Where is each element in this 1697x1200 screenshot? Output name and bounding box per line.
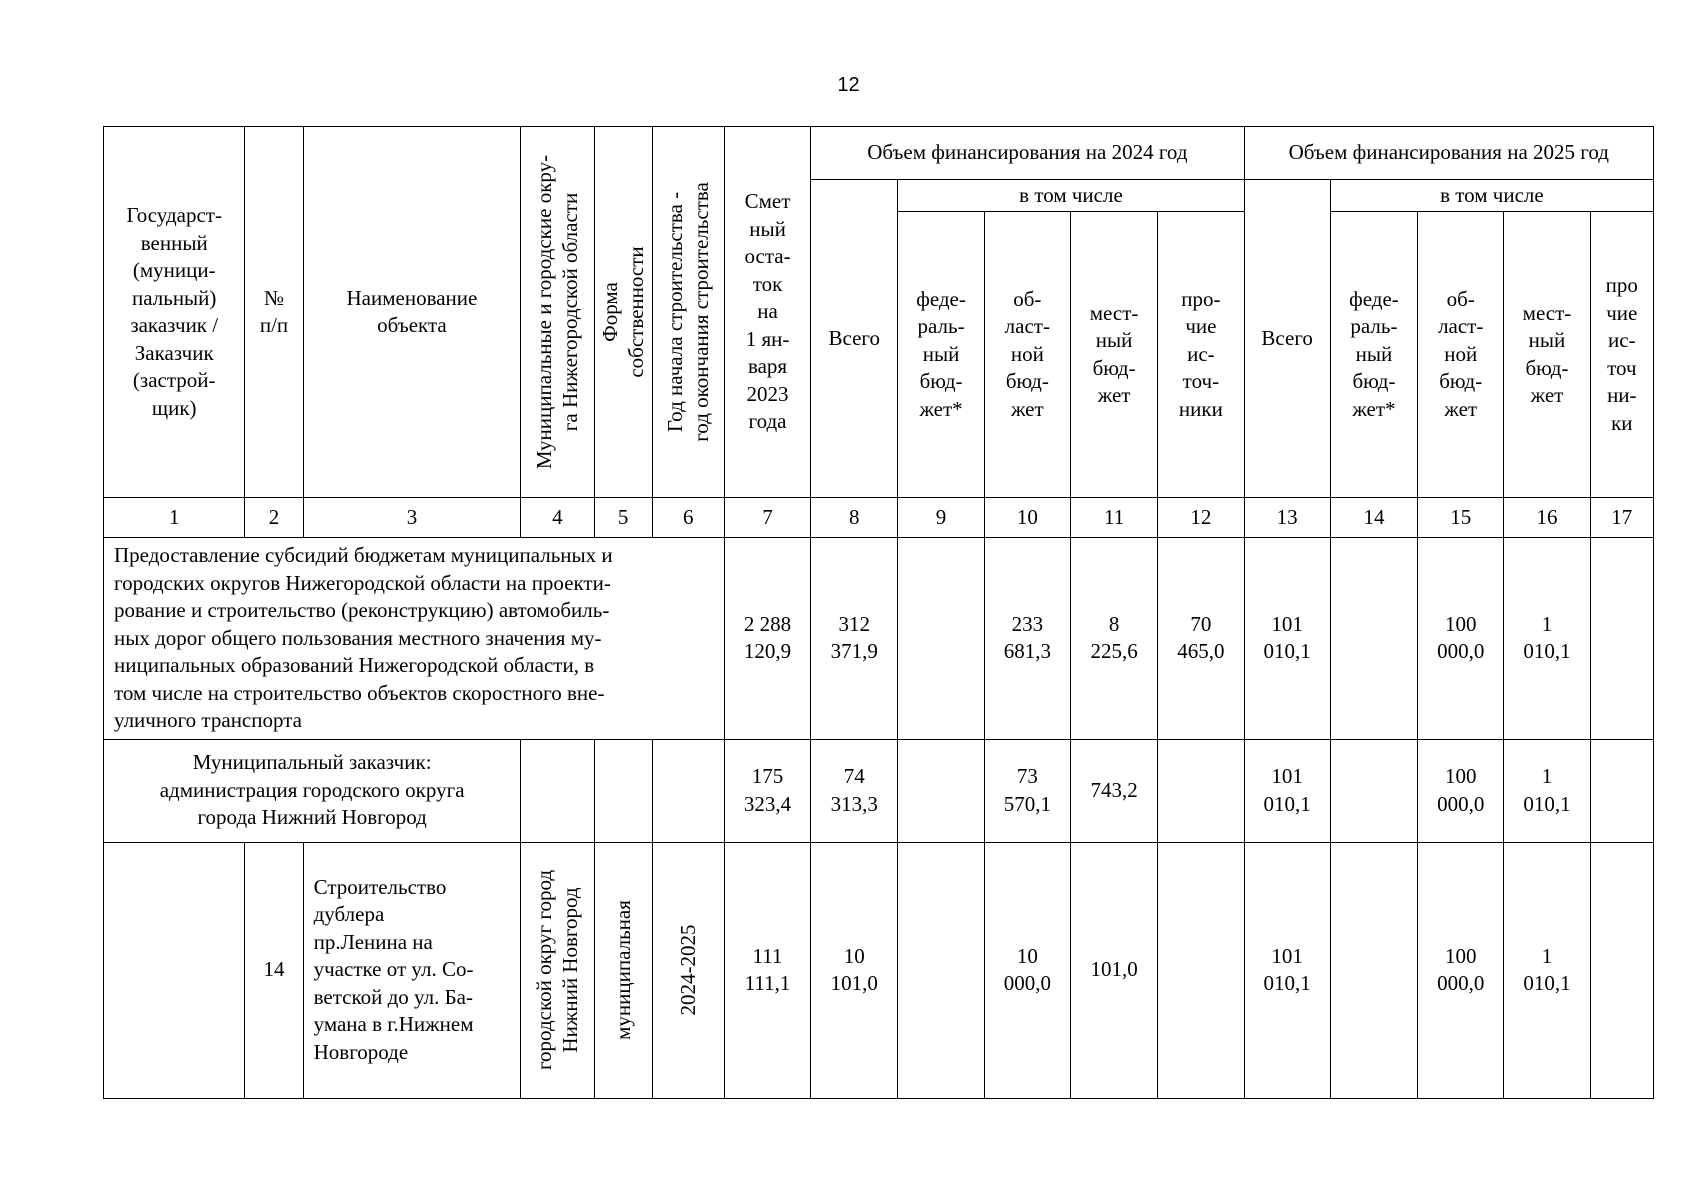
text-line: 8 bbox=[1108, 611, 1120, 636]
section-local-2025 bbox=[1504, 538, 1590, 740]
column-number: 15 bbox=[1418, 498, 1504, 538]
object-row bbox=[104, 842, 1654, 1098]
text-line: 681,3 bbox=[1003, 639, 1051, 664]
customer-row bbox=[104, 739, 1654, 842]
customer-federal-2024 bbox=[898, 739, 984, 842]
text-line: жет bbox=[1010, 396, 1044, 421]
text-line: бюд- bbox=[1352, 369, 1396, 394]
text-line: ток bbox=[752, 271, 783, 296]
text-line: раль- bbox=[917, 314, 965, 339]
text-line: бюд- bbox=[919, 369, 963, 394]
text-line: 570,1 bbox=[1003, 791, 1051, 816]
text-line: 000,0 bbox=[1437, 639, 1485, 664]
text-line: год окончания строительства bbox=[689, 182, 714, 442]
text-line: на bbox=[757, 299, 778, 324]
object-regional-2024 bbox=[984, 842, 1070, 1098]
text-line: 111 bbox=[752, 943, 783, 968]
column-number: 7 bbox=[724, 498, 810, 538]
section-total-2024 bbox=[811, 538, 898, 740]
text-line: ный bbox=[922, 341, 960, 366]
text-line: Форма bbox=[598, 282, 623, 342]
text-line: 1 bbox=[1541, 943, 1553, 968]
text-line: умана в г.Нижнем bbox=[313, 1012, 474, 1037]
text-line: 010,1 bbox=[1523, 971, 1571, 995]
text-line: Нижний Новгород bbox=[558, 887, 583, 1053]
text-line: 010,1 bbox=[1263, 971, 1311, 995]
text-line: 371,9 bbox=[830, 639, 878, 664]
text-line: Новгороде bbox=[313, 1039, 409, 1064]
text-line: бюд- bbox=[1525, 355, 1569, 380]
section-federal-2024 bbox=[898, 538, 984, 740]
text-line: ный bbox=[1095, 328, 1133, 352]
text-line: ной bbox=[1010, 341, 1044, 366]
text-line: Смет bbox=[744, 189, 791, 214]
section-total-2025 bbox=[1244, 538, 1330, 740]
customer-balance bbox=[724, 739, 810, 842]
column-number: 10 bbox=[984, 498, 1070, 538]
header-customer bbox=[104, 127, 245, 498]
financing-table bbox=[103, 126, 1654, 1099]
text-line: 100 bbox=[1444, 943, 1477, 968]
object-local-2024: 101,0 bbox=[1070, 842, 1157, 1098]
object-other-2025 bbox=[1590, 842, 1653, 1098]
text-line: точ- bbox=[1182, 369, 1220, 394]
text-line: 101 bbox=[1271, 764, 1303, 788]
column-number: 8 bbox=[811, 498, 898, 538]
text-line: Муниципальные и городские окру- bbox=[532, 154, 557, 470]
text-line: варя bbox=[747, 354, 788, 379]
text-line: ни- bbox=[1607, 383, 1637, 407]
text-line: Заказчик bbox=[134, 340, 214, 365]
customer-total-2025 bbox=[1244, 739, 1330, 842]
customer-total-2024 bbox=[811, 739, 898, 842]
object-municipality bbox=[521, 842, 594, 1098]
header-local-2025 bbox=[1504, 212, 1590, 498]
text-line: Год начала строительства - bbox=[663, 191, 688, 433]
section-row bbox=[104, 538, 1654, 740]
text-line: 000,0 bbox=[1437, 971, 1485, 995]
header-regional-2024 bbox=[984, 212, 1070, 498]
header-total-2025: Всего bbox=[1244, 180, 1330, 498]
text-line: 312 bbox=[838, 611, 871, 636]
column-number: 13 bbox=[1244, 498, 1330, 538]
header-funding-2024: Объем финансирования на 2024 год bbox=[811, 127, 1244, 180]
header-including-2024: в том числе bbox=[898, 180, 1244, 212]
customer-other-2024 bbox=[1158, 739, 1244, 842]
customer-municipality bbox=[521, 739, 594, 842]
column-number: 1 bbox=[104, 498, 245, 538]
text-line: 1 ян- bbox=[745, 326, 790, 351]
header-row-1 bbox=[104, 127, 1654, 180]
text-line: администрация городского округа bbox=[159, 777, 465, 802]
column-number: 17 bbox=[1590, 498, 1653, 538]
text-line: про- bbox=[1181, 286, 1221, 311]
text-line: Наименование bbox=[346, 285, 478, 310]
page-number: 12 bbox=[837, 74, 860, 96]
text-line: ис- bbox=[1187, 341, 1215, 366]
object-name bbox=[303, 842, 521, 1098]
text-line: жет bbox=[1097, 383, 1131, 407]
text-line: собственности bbox=[624, 246, 649, 378]
column-number: 14 bbox=[1330, 498, 1417, 538]
text-line: города Нижний Новгород bbox=[197, 805, 427, 830]
text-line: 111,1 bbox=[744, 971, 791, 995]
text-line: мест- bbox=[1089, 300, 1139, 325]
column-number: 6 bbox=[652, 498, 724, 538]
object-federal-2024 bbox=[898, 842, 984, 1098]
header-funding-2025: Объем финансирования на 2025 год bbox=[1244, 127, 1653, 180]
text-line: 10 bbox=[1016, 943, 1038, 968]
header-total-2024: Всего bbox=[811, 180, 898, 498]
text-line: № bbox=[264, 285, 285, 310]
text-line: 323,4 bbox=[743, 791, 792, 816]
customer-regional-2024 bbox=[984, 739, 1070, 842]
text-line: объекта bbox=[377, 313, 447, 337]
text-line: жет bbox=[1444, 396, 1478, 421]
header-other-2024 bbox=[1158, 212, 1244, 498]
text-line: уличного транспорта bbox=[114, 708, 302, 732]
section-local-2024 bbox=[1070, 538, 1157, 740]
text-line: участке от ул. Со- bbox=[313, 957, 474, 982]
text-line: ласт- bbox=[1438, 314, 1484, 339]
header-including-2025: в том числе bbox=[1330, 180, 1653, 212]
text-line: Муниципальный заказчик: bbox=[192, 750, 432, 775]
text-line: щик) bbox=[151, 395, 197, 420]
text-line: точ bbox=[1607, 355, 1637, 380]
customer-years bbox=[652, 739, 724, 842]
text-line: феде- bbox=[1349, 286, 1399, 311]
object-balance bbox=[724, 842, 810, 1098]
text-line: об- bbox=[1446, 286, 1475, 311]
text-line: бюд- bbox=[1092, 355, 1136, 380]
section-regional-2025 bbox=[1418, 538, 1504, 740]
column-number: 11 bbox=[1070, 498, 1157, 538]
text-line: 313,3 bbox=[830, 791, 878, 816]
text-line: пр.Ленина на bbox=[313, 929, 433, 954]
header-object-name bbox=[303, 127, 521, 498]
text-line: 1 bbox=[1541, 611, 1553, 636]
object-local-2025 bbox=[1504, 842, 1590, 1098]
object-regional-2025 bbox=[1418, 842, 1504, 1098]
text-line: Предоставление субсидий бюджетам муниципальных и bbox=[114, 543, 613, 567]
header-number bbox=[245, 127, 303, 498]
text-line: 010,1 bbox=[1263, 791, 1311, 816]
text-line: 101,0 bbox=[830, 971, 878, 995]
text-line: чие bbox=[1185, 314, 1217, 339]
text-line: 465,0 bbox=[1177, 639, 1225, 664]
text-line: ис- bbox=[1608, 328, 1636, 352]
object-number: 14 bbox=[245, 842, 303, 1098]
section-regional-2024 bbox=[984, 538, 1070, 740]
column-number: 16 bbox=[1504, 498, 1590, 538]
text-line: 1 bbox=[1541, 764, 1553, 788]
text-line: ки bbox=[1611, 410, 1633, 435]
text-line: заказчик / bbox=[130, 313, 219, 337]
section-title bbox=[104, 538, 725, 740]
customer-title bbox=[104, 739, 521, 842]
text-line: рование и строительство (реконструкцию) автомобиль- bbox=[114, 598, 610, 622]
text-line: городских округов Нижегородской области на проекти- bbox=[114, 570, 611, 595]
customer-federal-2025 bbox=[1330, 739, 1417, 842]
header-other-2025 bbox=[1590, 212, 1653, 498]
column-numbers-row bbox=[104, 498, 1654, 538]
text-line: ный bbox=[1355, 341, 1393, 366]
object-total-2024 bbox=[811, 842, 898, 1098]
section-other-2024 bbox=[1158, 538, 1244, 740]
customer-ownership bbox=[594, 739, 652, 842]
text-line: 100 bbox=[1444, 764, 1477, 788]
text-line: чие bbox=[1606, 300, 1638, 325]
header-federal-2025 bbox=[1330, 212, 1417, 498]
text-line: ный bbox=[749, 216, 786, 241]
text-line: венный bbox=[140, 230, 208, 255]
text-line: (муници- bbox=[132, 258, 216, 282]
text-line: 70 bbox=[1190, 611, 1212, 636]
header-regional-2025 bbox=[1418, 212, 1504, 498]
text-line: Государст- bbox=[126, 203, 222, 227]
column-number: 12 bbox=[1158, 498, 1244, 538]
header-federal-2024 bbox=[898, 212, 984, 498]
text-line: 010,1 bbox=[1263, 639, 1311, 664]
text-line: ной bbox=[1444, 341, 1478, 366]
text-line: 101 bbox=[1271, 943, 1303, 968]
text-line: городской округ город bbox=[532, 869, 557, 1071]
text-line: 2023 bbox=[746, 381, 789, 406]
text-line: 101 bbox=[1271, 611, 1303, 636]
text-line: оста- bbox=[744, 244, 791, 269]
text-line: жет bbox=[1530, 383, 1564, 407]
text-line: дублера bbox=[313, 902, 385, 927]
text-line: жет* bbox=[919, 396, 963, 421]
text-line: га Нижегородской области bbox=[558, 192, 583, 432]
text-line: ветской до ул. Ба- bbox=[313, 984, 473, 1009]
section-federal-2025 bbox=[1330, 538, 1417, 740]
customer-local-2024: 743,2 bbox=[1070, 739, 1157, 842]
text-line: 010,1 bbox=[1523, 791, 1571, 816]
column-number: 3 bbox=[303, 498, 521, 538]
customer-local-2025 bbox=[1504, 739, 1590, 842]
column-number: 5 bbox=[594, 498, 652, 538]
object-other-2024 bbox=[1158, 842, 1244, 1098]
object-ownership: муниципальная bbox=[594, 842, 652, 1098]
customer-regional-2025 bbox=[1418, 739, 1504, 842]
text-line: ласт- bbox=[1004, 314, 1050, 339]
text-line: года bbox=[748, 409, 787, 434]
text-line: 000,0 bbox=[1437, 791, 1485, 816]
section-balance bbox=[724, 538, 810, 740]
text-line: (застрой- bbox=[132, 368, 216, 392]
customer-other-2025 bbox=[1590, 739, 1653, 842]
text-line: ниципальных образований Нижегородской области, в bbox=[114, 653, 595, 677]
text-line: ники bbox=[1178, 396, 1223, 421]
object-customer bbox=[104, 842, 245, 1098]
text-line: про bbox=[1605, 273, 1638, 297]
text-line: ный bbox=[1528, 328, 1566, 352]
column-number: 2 bbox=[245, 498, 303, 538]
text-line: феде- bbox=[916, 286, 966, 311]
text-line: 73 bbox=[1016, 764, 1038, 788]
column-number: 9 bbox=[898, 498, 984, 538]
text-line: ных дорог общего пользования местного значения му- bbox=[114, 625, 602, 650]
section-other-2025 bbox=[1590, 538, 1653, 740]
text-line: 233 bbox=[1011, 611, 1044, 636]
column-number: 4 bbox=[521, 498, 594, 538]
text-line: п/п bbox=[259, 313, 289, 337]
header-years bbox=[652, 127, 724, 498]
header-balance bbox=[724, 127, 810, 498]
object-total-2025 bbox=[1244, 842, 1330, 1098]
text-line: раль- bbox=[1350, 314, 1398, 339]
text-line: 010,1 bbox=[1523, 639, 1571, 664]
header-ownership bbox=[594, 127, 652, 498]
text-line: бюд- bbox=[1005, 369, 1049, 394]
header-municipality bbox=[521, 127, 594, 498]
text-line: бюд- bbox=[1439, 369, 1483, 394]
object-federal-2025 bbox=[1330, 842, 1417, 1098]
text-line: 175 bbox=[751, 764, 784, 788]
text-line: 2 288 bbox=[743, 611, 792, 636]
header-local-2024 bbox=[1070, 212, 1157, 498]
text-line: 120,9 bbox=[743, 639, 792, 664]
text-line: жет* bbox=[1352, 396, 1396, 421]
text-line: об- bbox=[1013, 286, 1042, 311]
text-line: 000,0 bbox=[1003, 971, 1051, 995]
text-line: 225,6 bbox=[1090, 639, 1138, 664]
text-line: 10 bbox=[843, 943, 865, 968]
text-line: Строительство bbox=[313, 874, 447, 899]
text-line: 74 bbox=[843, 764, 865, 788]
text-line: том числе на строительство объектов скоростного вне- bbox=[114, 680, 605, 705]
text-line: 100 bbox=[1444, 611, 1477, 636]
object-years: 2024-2025 bbox=[652, 842, 724, 1098]
text-line: пальный) bbox=[132, 285, 217, 310]
text-line: мест- bbox=[1522, 300, 1572, 325]
